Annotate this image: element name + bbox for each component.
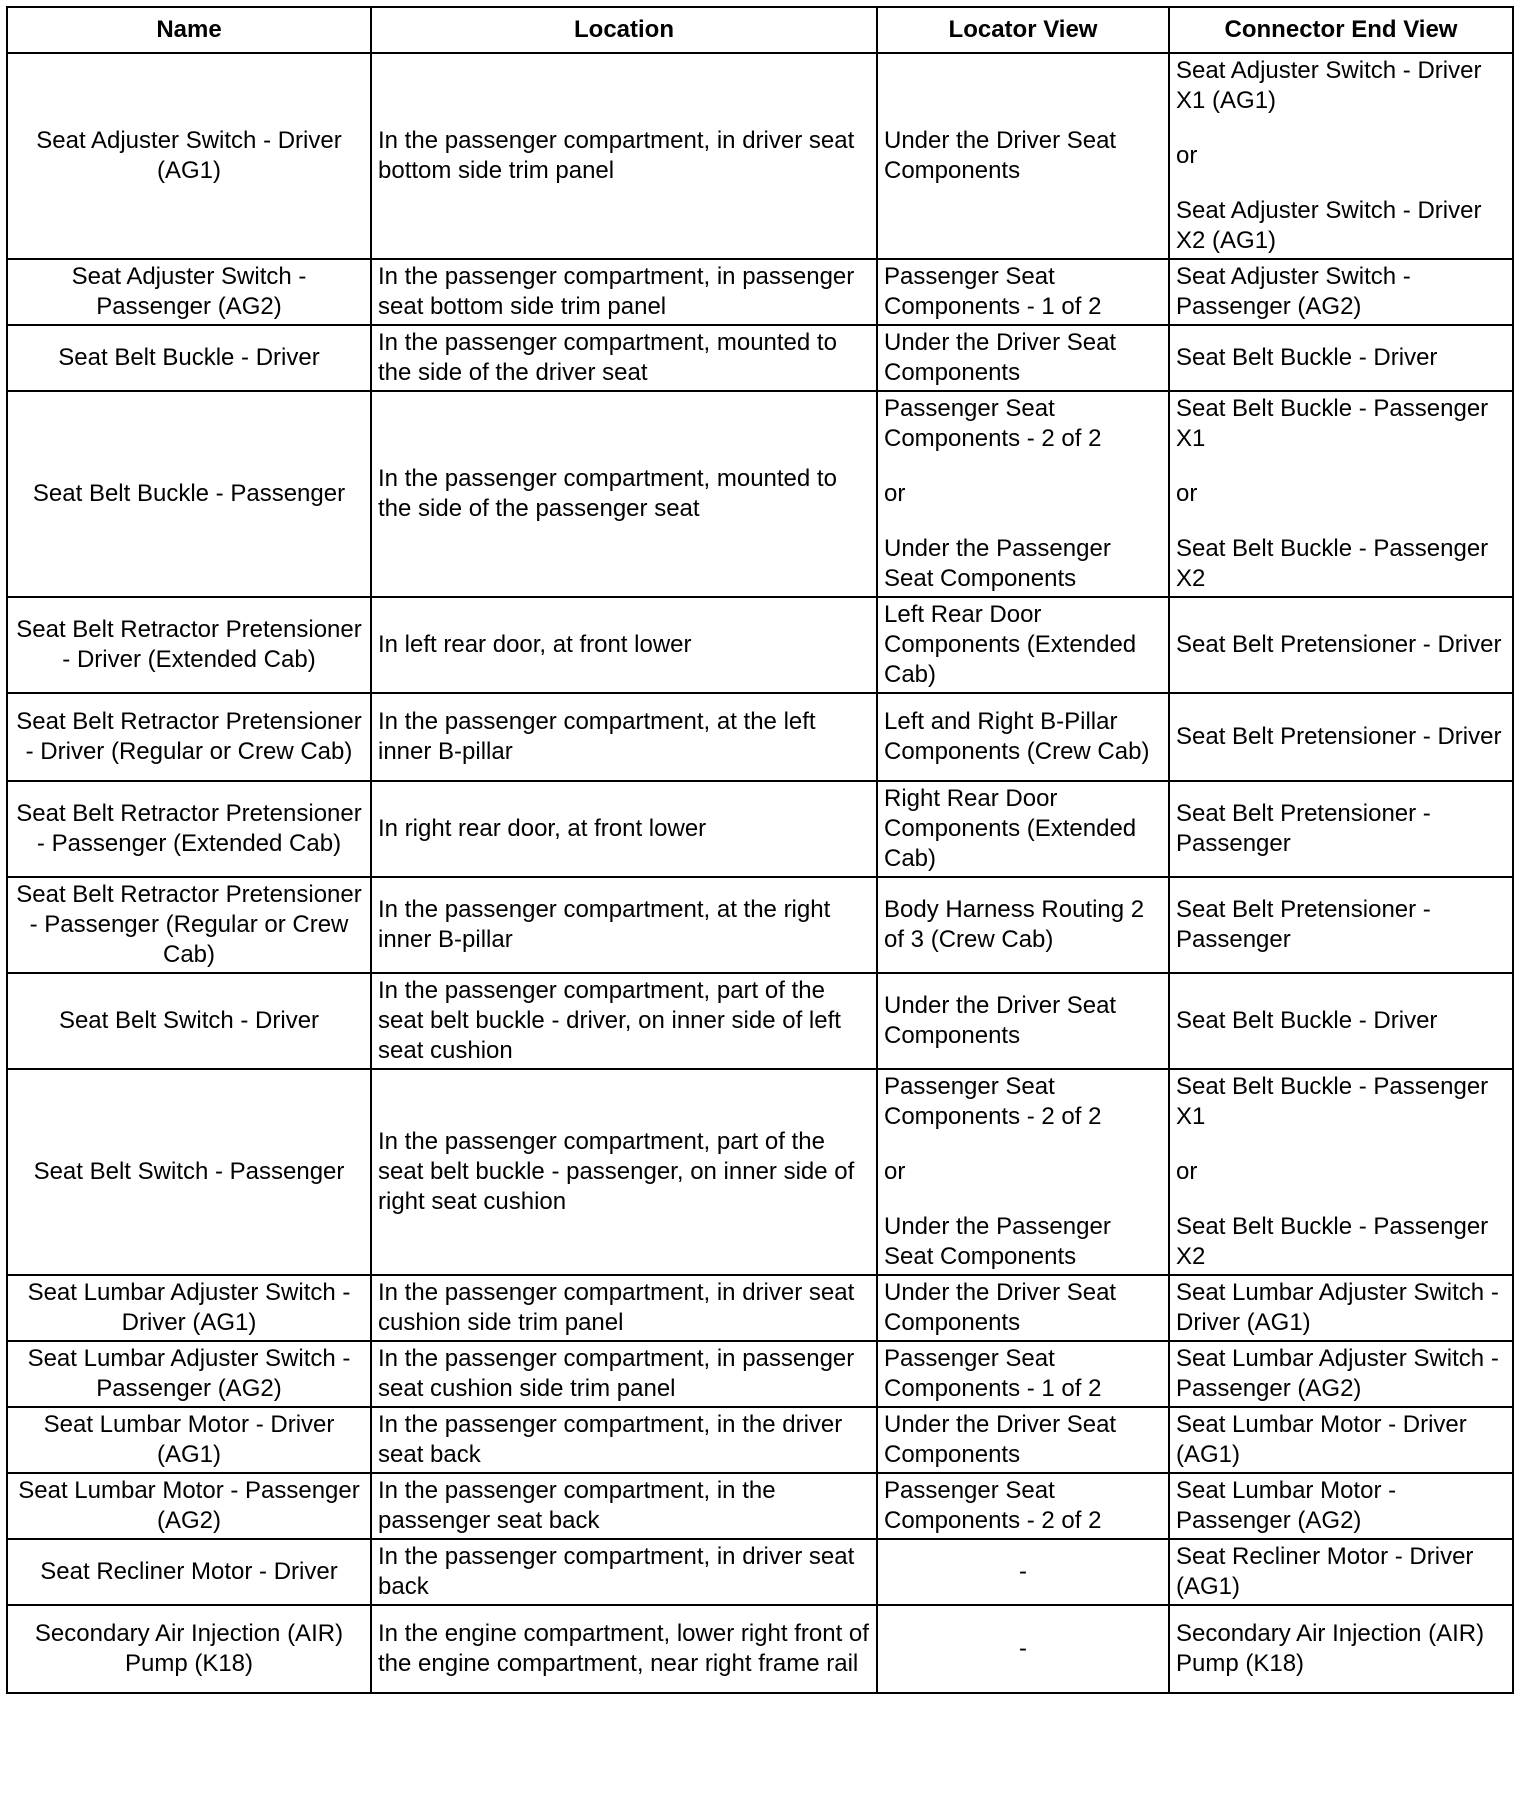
cell-location: In the passenger compartment, part of the seat belt buckle - driver, on inner side of left seat cushion (371, 973, 877, 1069)
cell-connector-end-view-line: Seat Lumbar Motor - Driver (AG1) (1176, 1411, 1467, 1468)
cell-location: In right rear door, at front lower (371, 781, 877, 877)
cell-locator-view (877, 1605, 1169, 1693)
cell-connector-end-view-line: Seat Adjuster Switch - Passenger (AG2) (1176, 263, 1411, 320)
cell-locator-view-line: Passenger Seat Components - 1 of 2 (884, 263, 1102, 320)
table-row (7, 325, 1513, 391)
cell-connector-end-view (1169, 693, 1513, 781)
cell-name: Seat Recliner Motor - Driver (7, 1539, 371, 1605)
cell-locator-view (877, 1473, 1169, 1539)
header-locator-view: Locator View (877, 7, 1169, 53)
cell-connector-end-view (1169, 1539, 1513, 1605)
cell-locator-view (877, 1407, 1169, 1473)
cell-locator-view (877, 259, 1169, 325)
cell-locator-view-line: - (1019, 1635, 1027, 1662)
cell-connector-end-view-line: Secondary Air Injection (AIR) Pump (K18) (1176, 1620, 1485, 1677)
cell-locator-view (877, 597, 1169, 693)
cell-connector-end-view (1169, 973, 1513, 1069)
cell-location: In the passenger compartment, part of the seat belt buckle - passenger, on inner side of right seat cushion (371, 1069, 877, 1275)
table-row (7, 1069, 1513, 1275)
cell-connector-end-view-line: Seat Lumbar Motor - Passenger (AG2) (1176, 1477, 1397, 1534)
table-row (7, 1539, 1513, 1605)
cell-connector-end-view-line: Seat Lumbar Adjuster Switch - Passenger (AG2) (1176, 1345, 1499, 1402)
cell-connector-end-view-line: or (1176, 1158, 1198, 1185)
cell-locator-view-line: Under the Driver Seat Components (884, 1411, 1117, 1468)
cell-locator-view-line: Passenger Seat Components - 2 of 2 (884, 395, 1102, 452)
cell-locator-view (877, 1069, 1169, 1275)
cell-name: Seat Belt Switch - Passenger (7, 1069, 371, 1275)
cell-connector-end-view-line: Seat Belt Buckle - Driver (1176, 1007, 1438, 1034)
cell-connector-end-view-line: or (1176, 480, 1198, 507)
cell-name: Seat Belt Retractor Pretensioner - Passenger (Regular or Crew Cab) (7, 877, 371, 973)
cell-location: In the passenger compartment, mounted to the side of the driver seat (371, 325, 877, 391)
cell-connector-end-view-line: Seat Belt Buckle - Passenger X1 (1176, 1073, 1489, 1130)
table-row (7, 973, 1513, 1069)
cell-connector-end-view-line: or (1176, 142, 1198, 169)
cell-connector-end-view-line: Seat Adjuster Switch - Driver X1 (AG1) (1176, 57, 1482, 114)
table-row (7, 1275, 1513, 1341)
cell-name: Secondary Air Injection (AIR) Pump (K18) (7, 1605, 371, 1693)
cell-connector-end-view-line: Seat Belt Buckle - Passenger X1 (1176, 395, 1489, 452)
cell-location: In the passenger compartment, in driver seat cushion side trim panel (371, 1275, 877, 1341)
cell-locator-view-line: Under the Driver Seat Components (884, 127, 1117, 184)
header-connector-end-view: Connector End View (1169, 7, 1513, 53)
cell-location: In the engine compartment, lower right front of the engine compartment, near right frame rail (371, 1605, 877, 1693)
cell-locator-view-line: Left and Right B-Pillar Components (Crew Cab) (884, 708, 1150, 765)
cell-locator-view (877, 1341, 1169, 1407)
cell-name: Seat Belt Retractor Pretensioner - Driver (Regular or Crew Cab) (7, 693, 371, 781)
cell-connector-end-view (1169, 877, 1513, 973)
cell-connector-end-view (1169, 1275, 1513, 1341)
cell-locator-view-line: Passenger Seat Components - 1 of 2 (884, 1345, 1102, 1402)
cell-location: In the passenger compartment, in passenger seat bottom side trim panel (371, 259, 877, 325)
cell-name: Seat Lumbar Adjuster Switch - Driver (AG1) (7, 1275, 371, 1341)
cell-connector-end-view-line: Seat Lumbar Adjuster Switch - Driver (AG1) (1176, 1279, 1499, 1336)
cell-name: Seat Belt Buckle - Passenger (7, 391, 371, 597)
cell-name: Seat Adjuster Switch - Passenger (AG2) (7, 259, 371, 325)
component-locator-table (6, 6, 1514, 1694)
cell-locator-view-line: or (884, 1158, 906, 1185)
cell-locator-view-line: Right Rear Door Components (Extended Cab) (884, 785, 1137, 872)
cell-location: In left rear door, at front lower (371, 597, 877, 693)
cell-connector-end-view (1169, 259, 1513, 325)
cell-name: Seat Belt Buckle - Driver (7, 325, 371, 391)
cell-connector-end-view-line: Seat Belt Pretensioner - Driver (1176, 631, 1502, 658)
cell-connector-end-view (1169, 781, 1513, 877)
cell-locator-view (877, 53, 1169, 259)
cell-location: In the passenger compartment, at the left inner B-pillar (371, 693, 877, 781)
cell-location: In the passenger compartment, in passenger seat cushion side trim panel (371, 1341, 877, 1407)
cell-locator-view (877, 781, 1169, 877)
cell-name: Seat Lumbar Motor - Passenger (AG2) (7, 1473, 371, 1539)
cell-connector-end-view (1169, 597, 1513, 693)
cell-locator-view (877, 973, 1169, 1069)
cell-location: In the passenger compartment, at the right inner B-pillar (371, 877, 877, 973)
cell-locator-view (877, 693, 1169, 781)
cell-locator-view-line: Under the Driver Seat Components (884, 329, 1117, 386)
cell-locator-view-line: Under the Driver Seat Components (884, 992, 1117, 1049)
cell-name: Seat Belt Retractor Pretensioner - Passenger (Extended Cab) (7, 781, 371, 877)
cell-connector-end-view (1169, 53, 1513, 259)
cell-connector-end-view (1169, 1473, 1513, 1539)
cell-location: In the passenger compartment, in driver seat bottom side trim panel (371, 53, 877, 259)
table-header (7, 7, 1513, 53)
cell-location: In the passenger compartment, mounted to the side of the passenger seat (371, 391, 877, 597)
table-row (7, 1407, 1513, 1473)
cell-locator-view-line: Under the Passenger Seat Components (884, 1213, 1111, 1270)
cell-location: In the passenger compartment, in the passenger seat back (371, 1473, 877, 1539)
cell-connector-end-view (1169, 1069, 1513, 1275)
cell-connector-end-view-line: Seat Belt Buckle - Passenger X2 (1176, 535, 1489, 592)
cell-name: Seat Adjuster Switch - Driver (AG1) (7, 53, 371, 259)
table-row (7, 877, 1513, 973)
cell-locator-view (877, 877, 1169, 973)
table-row (7, 53, 1513, 259)
cell-locator-view-line: Under the Passenger Seat Components (884, 535, 1111, 592)
cell-connector-end-view (1169, 1605, 1513, 1693)
cell-locator-view-line: - (1019, 1558, 1027, 1585)
cell-locator-view-line: Left Rear Door Components (Extended Cab) (884, 601, 1137, 688)
table-row (7, 1605, 1513, 1693)
cell-locator-view-line: or (884, 480, 906, 507)
cell-locator-view-line: Body Harness Routing 2 of 3 (Crew Cab) (884, 896, 1145, 953)
cell-locator-view-line: Under the Driver Seat Components (884, 1279, 1117, 1336)
cell-connector-end-view (1169, 325, 1513, 391)
cell-locator-view (877, 1539, 1169, 1605)
cell-connector-end-view (1169, 1341, 1513, 1407)
header-name: Name (7, 7, 371, 53)
cell-name: Seat Lumbar Adjuster Switch - Passenger (AG2) (7, 1341, 371, 1407)
cell-connector-end-view (1169, 391, 1513, 597)
header-row (7, 7, 1513, 53)
cell-connector-end-view-line: Seat Belt Pretensioner - Passenger (1176, 800, 1431, 857)
cell-locator-view (877, 1275, 1169, 1341)
table-row (7, 259, 1513, 325)
cell-connector-end-view (1169, 1407, 1513, 1473)
cell-connector-end-view-line: Seat Belt Buckle - Passenger X2 (1176, 1213, 1489, 1270)
cell-name: Seat Belt Switch - Driver (7, 973, 371, 1069)
cell-name: Seat Belt Retractor Pretensioner - Driver (Extended Cab) (7, 597, 371, 693)
cell-locator-view (877, 391, 1169, 597)
cell-locator-view (877, 325, 1169, 391)
table-row (7, 781, 1513, 877)
header-location: Location (371, 7, 877, 53)
cell-connector-end-view-line: Seat Recliner Motor - Driver (AG1) (1176, 1543, 1474, 1600)
table-row (7, 391, 1513, 597)
cell-location: In the passenger compartment, in driver seat back (371, 1539, 877, 1605)
table-row (7, 597, 1513, 693)
table-body (7, 53, 1513, 1693)
table-row (7, 1341, 1513, 1407)
cell-connector-end-view-line: Seat Belt Pretensioner - Driver (1176, 723, 1502, 750)
cell-locator-view-line: Passenger Seat Components - 2 of 2 (884, 1073, 1102, 1130)
cell-connector-end-view-line: Seat Adjuster Switch - Driver X2 (AG1) (1176, 197, 1482, 254)
cell-location: In the passenger compartment, in the driver seat back (371, 1407, 877, 1473)
cell-locator-view-line: Passenger Seat Components - 2 of 2 (884, 1477, 1102, 1534)
cell-connector-end-view-line: Seat Belt Pretensioner - Passenger (1176, 896, 1431, 953)
table-row (7, 1473, 1513, 1539)
cell-name: Seat Lumbar Motor - Driver (AG1) (7, 1407, 371, 1473)
cell-connector-end-view-line: Seat Belt Buckle - Driver (1176, 344, 1438, 371)
table-row (7, 693, 1513, 781)
